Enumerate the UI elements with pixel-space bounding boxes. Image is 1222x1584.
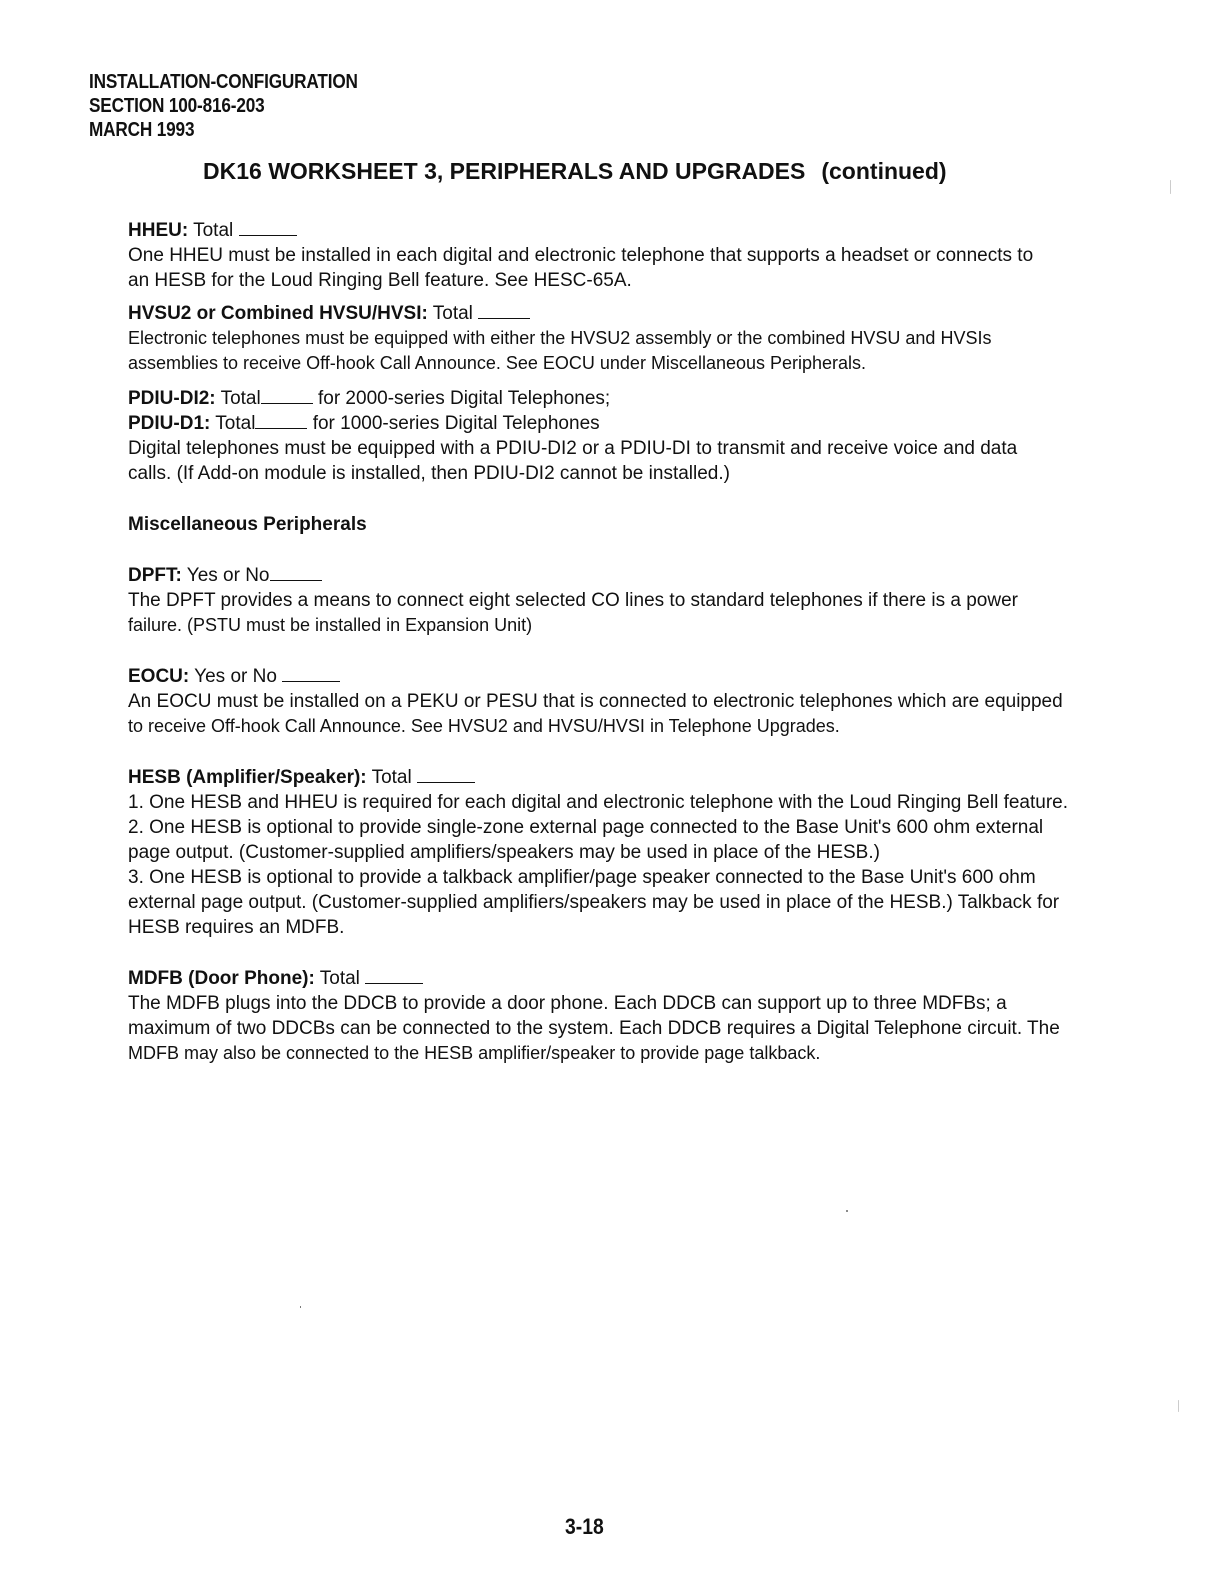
mdfb-field-label: Total — [319, 968, 360, 989]
page-title-suffix: (continued) — [821, 158, 947, 184]
dpft-field-label: Yes or No — [186, 565, 270, 586]
hesb-item-3-line-1: 3. One HESB is optional to provide a talkback amplifier/page speaker connected to the Base Unit's 600 ohm — [128, 867, 1036, 888]
hheu-entry — [128, 218, 1103, 243]
hvsu-field-label: Total — [432, 303, 473, 324]
pdiu-di2-entry — [128, 386, 1103, 411]
eocu-description-line-1: An EOCU must be installed on a PEKU or PESU that is connected to electronic telephones which are equipped — [128, 691, 1063, 712]
hesb-item-1: 1. One HESB and HHEU is required for each digital and electronic telephone with the Loud Ringing Bell feature. — [128, 792, 1068, 813]
hesb-item-2-line-2: page output. (Customer-supplied amplifiers/speakers may be used in place of the HESB.) — [128, 842, 880, 863]
hvsu-blank-field[interactable] — [478, 304, 530, 319]
dpft-label: DPFT: — [128, 565, 182, 586]
mdfb-description-line-3: MDFB may also be connected to the HESB amplifier/speaker to provide page talkback. — [128, 1043, 821, 1063]
pdiu-di2-blank-field[interactable] — [261, 389, 313, 404]
hvsu-description-line-2: assemblies to receive Off-hook Call Announce. See EOCU under Miscellaneous Peripherals. — [128, 353, 867, 373]
hesb-item-3-line-2: external page output. (Customer-supplied amplifiers/speakers may be used in place of the HESB.) Talkback for — [128, 892, 1060, 913]
mdfb-description-line-1: The MDFB plugs into the DDCB to provide a door phone. Each DDCB can support up to three MDFBs; a — [128, 993, 1007, 1014]
pdiu-d1-label: PDIU-D1: — [128, 413, 211, 434]
dpft-description-line-2: failure. (PSTU must be installed in Expansion Unit) — [128, 615, 533, 635]
pdiu-description-line-2: calls. (If Add-on module is installed, then PDIU-DI2 cannot be installed.) — [128, 463, 730, 484]
scan-speck — [1170, 180, 1171, 194]
page-title-main: DK16 WORKSHEET 3, PERIPHERALS AND UPGRADES — [203, 158, 806, 184]
dpft-description-line-1: The DPFT provides a means to connect eight selected CO lines to standard telephones if there is a power — [128, 590, 1018, 611]
header-section-number: SECTION 100-816-203 — [89, 95, 265, 117]
pdiu-di2-label: PDIU-DI2: — [128, 388, 216, 409]
hvsu-entry — [128, 301, 1103, 326]
pdiu-d1-blank-field[interactable] — [255, 414, 307, 429]
pdiu-di2-field-label: Total — [220, 388, 261, 409]
eocu-field-label: Yes or No — [194, 666, 277, 687]
scan-speck — [1178, 1400, 1179, 1412]
scan-speck — [300, 1306, 301, 1308]
worksheet-content — [128, 218, 1103, 1066]
hesb-item-2-line-1: 2. One HESB is optional to provide single-zone external page connected to the Base Unit's 600 ohm external — [128, 817, 1044, 838]
hheu-field-label: Total — [193, 220, 234, 241]
page-number: 3-18 — [565, 1514, 604, 1539]
hheu-label: HHEU: — [128, 220, 189, 241]
eocu-entry — [128, 664, 1103, 689]
hheu-description-line-1: One HHEU must be installed in each digital and electronic telephone that supports a headset or connects to — [128, 245, 1034, 266]
hesb-label: HESB (Amplifier/Speaker): — [128, 767, 367, 788]
hesb-blank-field[interactable] — [417, 768, 475, 783]
pdiu-di2-suffix: for 2000-series Digital Telephones; — [317, 388, 611, 409]
page-title — [203, 158, 947, 185]
header-date: MARCH 1993 — [89, 119, 195, 141]
mdfb-description-line-2: maximum of two DDCBs can be connected to the system. Each DDCB requires a Digital Telephone circuit. The — [128, 1018, 1060, 1039]
mdfb-entry — [128, 966, 1103, 991]
hvsu-description-line-1: Electronic telephones must be equipped with either the HVSU2 assembly or the combined HVSU and HVSIs — [128, 328, 992, 348]
hesb-field-label: Total — [371, 767, 412, 788]
hesb-item-3-line-3: HESB requires an MDFB. — [128, 917, 345, 938]
pdiu-d1-field-label: Total — [215, 413, 256, 434]
mdfb-blank-field[interactable] — [365, 969, 423, 984]
hesb-entry — [128, 765, 1103, 790]
eocu-description-line-2: to receive Off-hook Call Announce. See HVSU2 and HVSU/HVSI in Telephone Upgrades. — [128, 716, 840, 736]
header-section-type: INSTALLATION-CONFIGURATION — [89, 71, 358, 93]
pdiu-d1-suffix: for 1000-series Digital Telephones — [312, 413, 600, 434]
misc-peripherals-heading: Miscellaneous Peripherals — [128, 514, 367, 535]
pdiu-description-line-1: Digital telephones must be equipped with a PDIU-DI2 or a PDIU-DI to transmit and receive voice and data — [128, 438, 1018, 459]
pdiu-d1-entry — [128, 411, 1103, 436]
scan-speck — [846, 1210, 848, 1212]
hheu-description-line-2: an HESB for the Loud Ringing Bell feature. See HESC-65A. — [128, 270, 632, 291]
eocu-blank-field[interactable] — [282, 667, 340, 682]
dpft-entry — [128, 563, 1103, 588]
mdfb-label: MDFB (Door Phone): — [128, 968, 315, 989]
dpft-blank-field[interactable] — [270, 566, 322, 581]
hvsu-label: HVSU2 or Combined HVSU/HVSI: — [128, 303, 428, 324]
document-header — [89, 70, 358, 142]
hheu-blank-field[interactable] — [239, 221, 297, 236]
eocu-label: EOCU: — [128, 666, 190, 687]
